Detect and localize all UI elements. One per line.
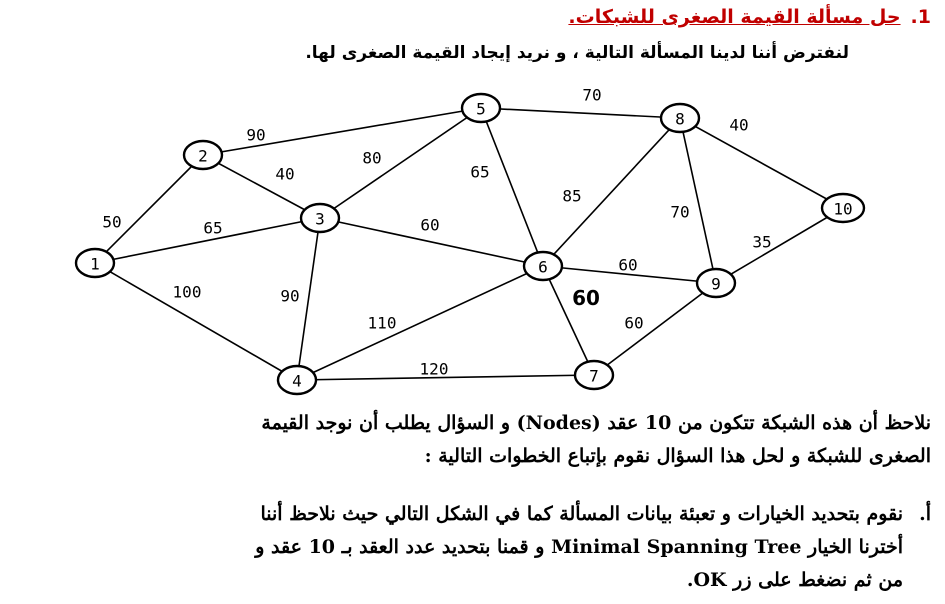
node-label: 4 (292, 371, 302, 391)
node-label: 8 (675, 109, 685, 129)
edge-1-4 (95, 263, 300, 380)
paragraph-line: نلاحظ أن هذه الشبكة تتكون من 10 عقد (Nodes) و السؤال يطلب أن نوجد القيمة (261, 412, 931, 434)
node-label: 2 (198, 146, 208, 166)
node-10 (822, 194, 864, 222)
edge-5-6 (481, 108, 543, 266)
edge-2-3 (203, 155, 320, 218)
node-label: 5 (476, 99, 486, 119)
network-nodes (76, 94, 864, 394)
node-6 (524, 252, 562, 280)
node-5 (462, 94, 500, 122)
edge-8-9 (680, 118, 716, 283)
paragraph-observation (16, 407, 931, 473)
edge-7-9 (594, 283, 716, 375)
edge-weight-8-10: 40 (729, 115, 749, 135)
edge-weight-5-6: 65 (470, 162, 490, 182)
edge-weight-3-4: 90 (280, 286, 300, 306)
edge-weight-3-5: 80 (362, 148, 382, 168)
edge-5-8 (481, 108, 680, 118)
step-a (16, 498, 931, 597)
edge-weight-8-9: 70 (670, 202, 690, 222)
node-label: 7 (589, 366, 599, 386)
node-1 (76, 249, 114, 277)
edge-weight-1-2: 50 (102, 212, 122, 232)
intro-text: لنفترض أننا لدينا المسألة التالية ، و نريد إيجاد القيمة الصغرى لها. (305, 43, 849, 63)
edge-weight-1-4: 100 (172, 282, 202, 302)
step-a-text: نقوم بتحديد الخيارات و تعبئة بيانات المسألة كما في الشكل التالي حيث نلاحظ أننا (260, 503, 903, 525)
edge-weight-6-7: 60 (572, 286, 600, 310)
step-a-line: من ثم نضغط على زر OK. (686, 569, 903, 591)
node-label: 3 (315, 209, 325, 229)
section-title: حل مسألة القيمة الصغرى للشبكات. (568, 6, 901, 28)
edge-weight-1-3: 65 (203, 218, 223, 238)
edge-2-5 (203, 108, 481, 155)
edge-1-2 (95, 155, 203, 263)
node-label: 1 (90, 254, 100, 274)
edge-weight-2-5: 90 (246, 125, 266, 145)
edge-weight-4-6: 110 (367, 313, 397, 333)
node-label: 10 (833, 199, 853, 219)
node-label: 6 (538, 257, 548, 277)
node-7 (575, 361, 613, 389)
step-a-marker: أ. (919, 503, 931, 525)
step-a-line: أخترنا الخيار Minimal Spanning Tree و قمنا بتحديد عدد العقد بـ 10 عقد و (255, 536, 903, 558)
edge-weight-5-8: 70 (582, 85, 602, 105)
node-3 (301, 204, 339, 232)
edge-8-10 (680, 115, 843, 208)
node-9 (697, 269, 735, 297)
edge-weight-6-9: 60 (618, 255, 638, 275)
edge-9-10 (716, 208, 843, 283)
node-label: 9 (711, 274, 721, 294)
step-a-line (16, 498, 931, 531)
edge-weight-4-7: 120 (419, 359, 449, 379)
node-8 (661, 104, 699, 132)
node-4 (278, 366, 316, 394)
section-number: 1. (910, 6, 931, 28)
edge-3-5 (320, 108, 481, 218)
edge-weight-7-9: 60 (624, 313, 644, 333)
edge-weight-3-6: 60 (420, 215, 440, 235)
node-2 (184, 141, 222, 169)
edge-6-7 (543, 266, 594, 375)
edge-weight-9-10: 35 (752, 232, 772, 252)
paragraph-line: الصغرى للشبكة و لحل هذا السؤال نقوم بإتباع الخطوات التالية : (424, 445, 931, 467)
edge-3-4 (297, 218, 320, 380)
edge-weight-6-8: 85 (562, 186, 582, 206)
edge-weight-2-3: 40 (275, 164, 295, 184)
